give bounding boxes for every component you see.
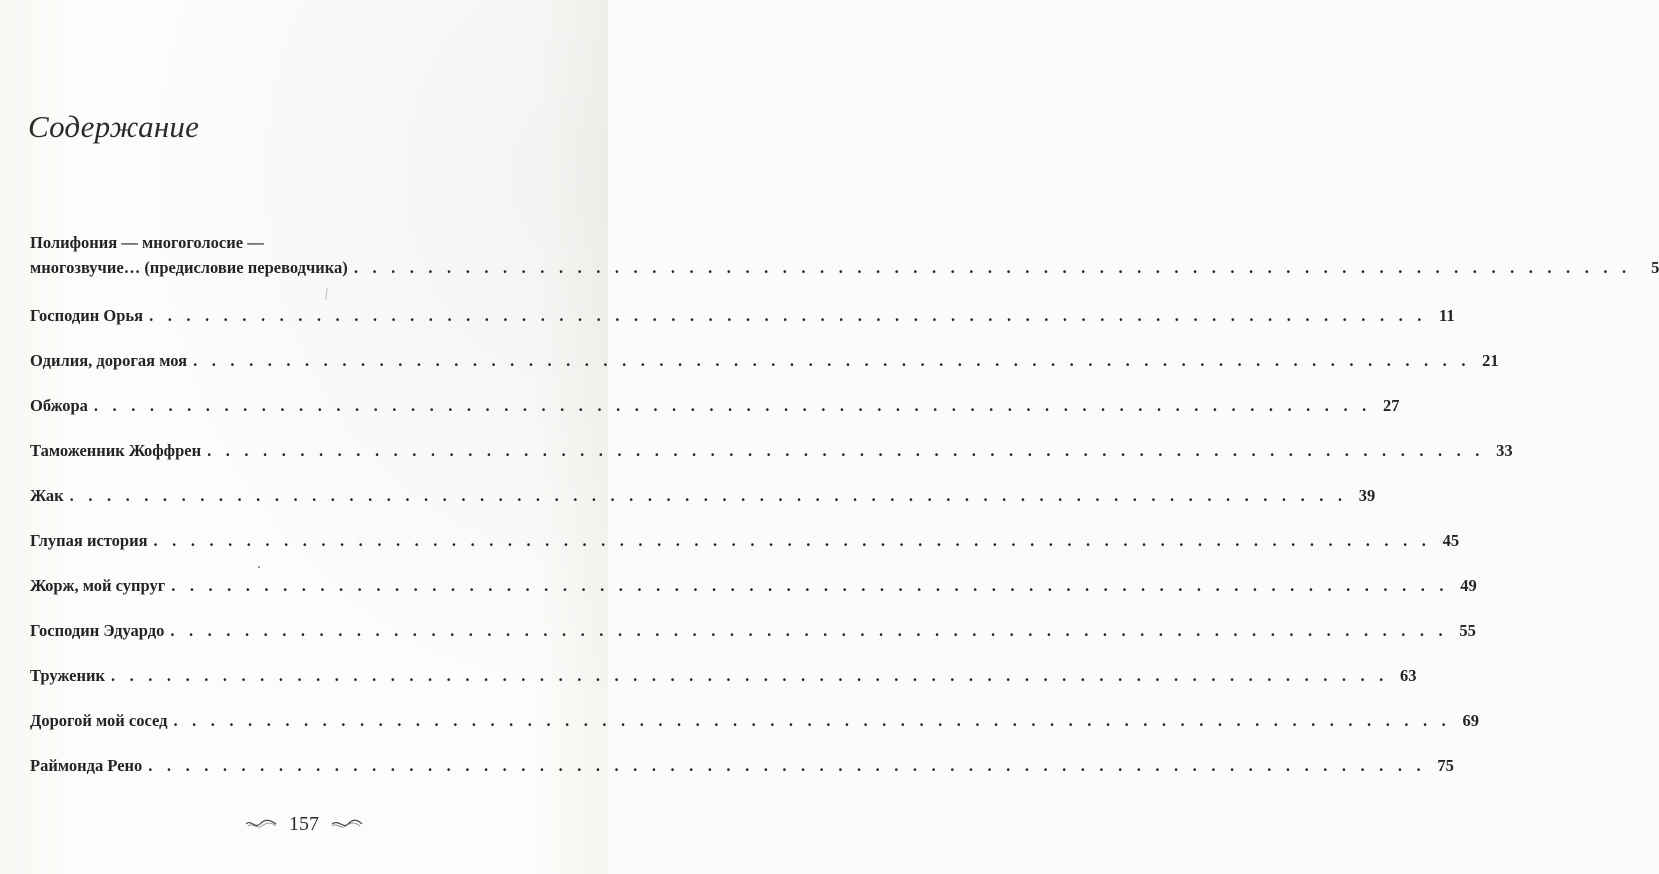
bleed-through-text: . . . . bbox=[520, 98, 541, 112]
bleed-through-text: . . . . . . bbox=[500, 8, 533, 22]
page-title: Содержание bbox=[28, 108, 200, 144]
leader-dots: . . . . . . . . . . . . . . . . . . . . . . . . . . . . . . . . . . . . . . . . . . . . . . . . . . . . . . . . . . . . . . . . . . . . . bbox=[170, 621, 1448, 640]
toc-page-number: 45 bbox=[1442, 531, 1460, 550]
toc-entry-title: Господин Орья bbox=[30, 306, 144, 325]
toc-page-number: 11 bbox=[1439, 306, 1455, 325]
toc-page-number: 55 bbox=[1459, 621, 1476, 640]
toc-entry-title-line-2: многозвучие… (предисловие переводчика) bbox=[30, 258, 348, 277]
toc-entry-title: Таможенник Жоффрен bbox=[30, 441, 202, 460]
page-number: 157 bbox=[289, 812, 319, 835]
page-footer bbox=[0, 812, 608, 836]
toc-page-number: 75 bbox=[1437, 756, 1454, 775]
leader-dots: . . . . . . . . . . . . . . . . . . . . . . . . . . . . . . . . . . . . . . . . . . . . . . . . . . . . . . . . . . . . . . . . . . . . . bbox=[153, 531, 1432, 550]
bleed-through-text: . . . . bbox=[515, 146, 536, 160]
toc-entry-title-line-1: Полифония — многоголосие — bbox=[30, 233, 264, 252]
bleed-through-text: . . . . . bbox=[512, 225, 539, 239]
toc-page-number: 49 bbox=[1460, 576, 1477, 595]
toc-entry[interactable] bbox=[30, 303, 1455, 328]
toc-entry-title: Дорогой мой сосед bbox=[30, 711, 168, 730]
table-of-contents bbox=[30, 230, 1659, 778]
toc-entry[interactable] bbox=[30, 348, 1499, 373]
leader-dots: . . . . . . . . . . . . . . . . . . . . . . . . . . . . . . . . . . . . . . . . . . . . . . . . . . . . . . . . . . . . . . . . . . . . . bbox=[353, 258, 1632, 277]
toc-entry-title: Раймонда Рено bbox=[30, 756, 143, 775]
toc-entry[interactable] bbox=[30, 393, 1400, 418]
bleed-through-text: . . . . . bbox=[510, 58, 537, 72]
leader-dots: . . . . . . . . . . . . . . . . . . . . . . . . . . . . . . . . . . . . . . . . . . . . . . . . . . . . . . . . . . . . . . . . . . . . . bbox=[171, 576, 1449, 595]
right-flourish-icon bbox=[330, 817, 364, 831]
toc-entry[interactable] bbox=[30, 528, 1460, 553]
toc-page-number: 69 bbox=[1462, 711, 1479, 730]
toc-page-number: 63 bbox=[1400, 666, 1417, 685]
leader-dots: . . . . . . . . . . . . . . . . . . . . . . . . . . . . . . . . . . . . . . . . . . . . . . . . . . . . . . . . . . . . . . . . . . . . . bbox=[193, 351, 1471, 370]
paper-speck bbox=[258, 566, 260, 568]
toc-entry-title: Господин Эдуардо bbox=[30, 621, 165, 640]
toc-entry-title: Обжора bbox=[30, 396, 88, 415]
toc-entry[interactable] bbox=[30, 708, 1479, 733]
leader-dots: . . . . . . . . . . . . . . . . . . . . . . . . . . . . . . . . . . . . . . . . . . . . . . . . . . . . . . . . . . . . . . . . . . . . . bbox=[93, 396, 1372, 415]
toc-page-number: 33 bbox=[1496, 441, 1513, 460]
leader-dots: . . . . . . . . . . . . . . . . . . . . . . . . . . . . . . . . . . . . . . . . . . . . . . . . . . . . . . . . . . . . . . . . . . . . . bbox=[69, 486, 1348, 505]
toc-page-number: 21 bbox=[1482, 351, 1499, 370]
leader-dots: . . . . . . . . . . . . . . . . . . . . . . . . . . . . . . . . . . . . . . . . . . . . . . . . . . . . . . . . . . . . . . . . . . . . . bbox=[173, 711, 1451, 730]
toc-entry[interactable] bbox=[30, 753, 1454, 778]
toc-entry-title: Жорж, мой супруг bbox=[30, 576, 166, 595]
leader-dots: . . . . . . . . . . . . . . . . . . . . . . . . . . . . . . . . . . . . . . . . . . . . . . . . . . . . . . . . . . . . . . . . . . . . . bbox=[149, 306, 1427, 325]
toc-entry[interactable] bbox=[30, 483, 1376, 508]
toc-page-number: 39 bbox=[1358, 486, 1376, 505]
toc-entry-title: Глупая история bbox=[30, 531, 148, 550]
toc-entry-title: Жак bbox=[30, 486, 64, 505]
leader-dots: . . . . . . . . . . . . . . . . . . . . . . . . . . . . . . . . . . . . . . . . . . . . . . . . . . . . . . . . . . . . . . . . . . . . . bbox=[148, 756, 1426, 775]
toc-page-number: 5 bbox=[1651, 258, 1659, 277]
toc-entry-title: Одилия, дорогая моя bbox=[30, 351, 188, 370]
toc-entry-title: Труженик bbox=[30, 666, 105, 685]
toc-entry[interactable] bbox=[30, 573, 1477, 598]
left-flourish-icon bbox=[244, 817, 278, 831]
toc-entry[interactable] bbox=[30, 230, 1659, 280]
leader-dots: . . . . . . . . . . . . . . . . . . . . . . . . . . . . . . . . . . . . . . . . . . . . . . . . . . . . . . . . . . . . . . . . . . . . . bbox=[110, 666, 1389, 685]
leader-dots: . . . . . . . . . . . . . . . . . . . . . . . . . . . . . . . . . . . . . . . . . . . . . . . . . . . . . . . . . . . . . . . . . . . . . bbox=[207, 441, 1485, 460]
toc-page-number: 27 bbox=[1382, 396, 1400, 415]
toc-entry[interactable] bbox=[30, 618, 1476, 643]
toc-entry[interactable] bbox=[30, 438, 1513, 463]
bleed-through-text: . . . . bbox=[525, 190, 546, 204]
toc-entry[interactable] bbox=[30, 663, 1417, 688]
